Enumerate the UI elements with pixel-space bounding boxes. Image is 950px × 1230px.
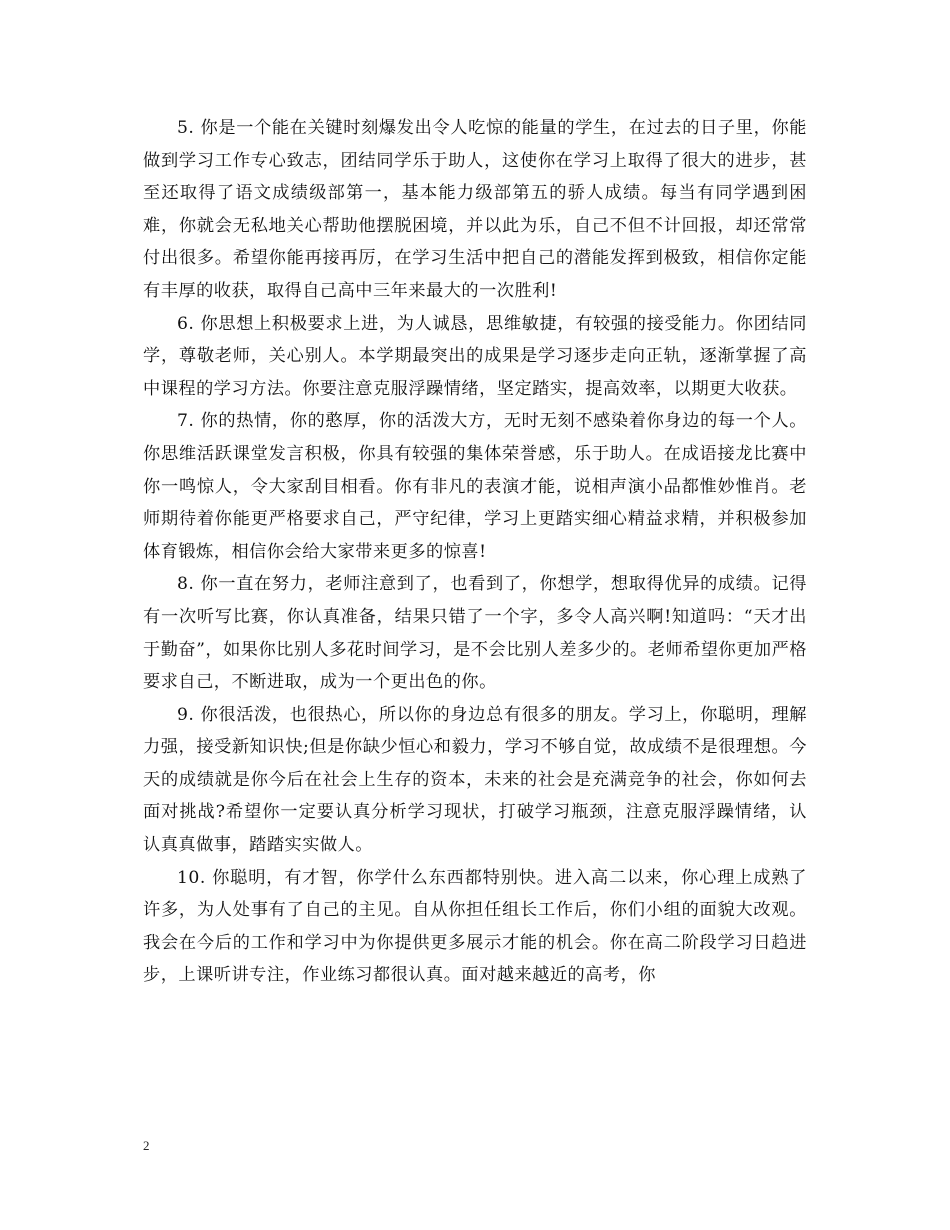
document-body — [143, 112, 807, 992]
comment-paragraph-7: 7. 你的热情，你的憨厚，你的活泼大方，无时无刻不感染着你身边的每一个人。你思维活跃课堂发言积极，你具有较强的集体荣誉感，乐于助人。在成语接龙比赛中你一鸣惊人，令大家刮目相看。你有非凡的表演才能，说相声演小品都惟妙惟肖。老师期待着你能更严格要求自己，严守纪律，学习上更踏实细心精益求精，并积极参加体育锻炼，相信你会给大家带来更多的惊喜! — [143, 411, 807, 562]
comment-paragraph-10: 10. 你聪明，有才智，你学什么东西都特别快。进入高二以来，你心理上成熟了许多，为人处事有了自己的主见。自从你担任组长工作后，你们小组的面貌大改观。我会在今后的工作和学习中为你提供更多展示才能的机会。你在高二阶段学习日趋进步，上课听讲专注，作业练习都很认真。面对越来越近的高考，你 — [143, 867, 807, 986]
comment-paragraph-5: 5. 你是一个能在关键时刻爆发出令人吃惊的能量的学生，在过去的日子里，你能做到学习工作专心致志，团结同学乐于助人，这使你在学习上取得了很大的进步，甚至还取得了语文成绩级部第一，基本能力级部第五的骄人成绩。每当有同学遇到困难，你就会无私地关心帮助他摆脱困境，并以此为乐，自己不但不计回报，却还常常付出很多。希望你能再接再厉，在学习生活中把自己的潜能发挥到极致，相信你定能有丰厚的收获，取得自己高中三年来最大的一次胜利! — [143, 118, 807, 301]
comment-paragraph-8: 8. 你一直在努力，老师注意到了，也看到了，你想学，想取得优异的成绩。记得有一次听写比赛，你认真准备，结果只错了一个字，多令人高兴啊!知道吗：“天才出于勤奋”，如果你比别人多花时间学习，是不会比别人差多少的。老师希望你更加严格要求自己，不断进取，成为一个更出色的你。 — [143, 574, 807, 693]
comment-paragraph-9: 9. 你很活泼，也很热心，所以你的身边总有很多的朋友。学习上，你聪明，理解力强，接受新知识快;但是你缺少恒心和毅力，学习不够自觉，故成绩不是很理想。今天的成绩就是你今后在社会上生存的资本，未来的社会是充满竞争的社会，你如何去面对挑战?希望你一定要认真分析学习现状，打破学习瓶颈，注意克服浮躁情绪，认认真真做事，踏踏实实做人。 — [143, 704, 807, 856]
page-number: 2 — [143, 1138, 150, 1153]
comment-paragraph-6: 6. 你思想上积极要求上进，为人诚恳，思维敏捷，有较强的接受能力。你团结同学，尊敬老师，关心别人。本学期最突出的成果是学习逐步走向正轨，逐渐掌握了高中课程的学习方法。你要注意克服浮躁情绪，坚定踏实，提高效率，以期更大收获。 — [143, 313, 807, 399]
